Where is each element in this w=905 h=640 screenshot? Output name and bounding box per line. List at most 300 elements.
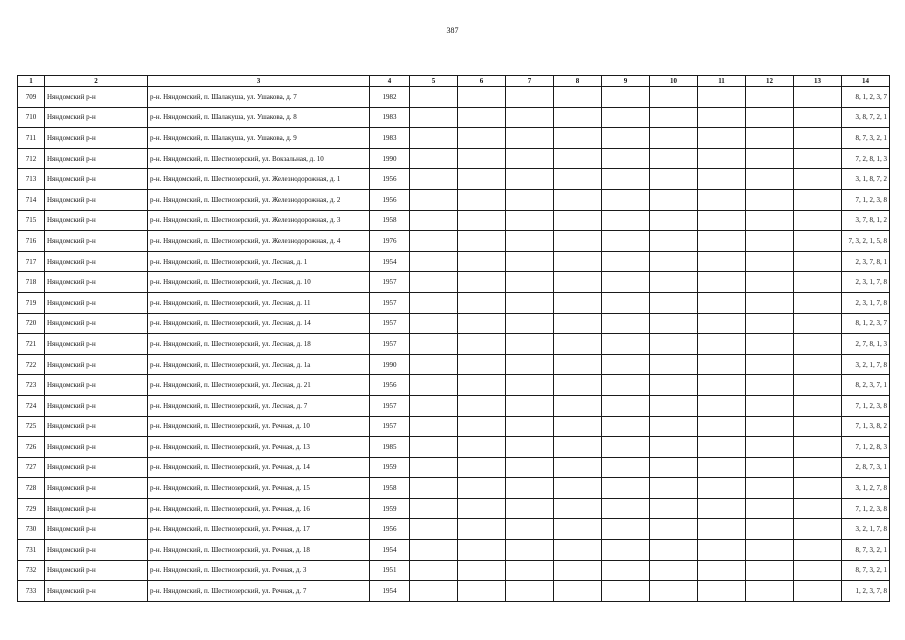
housing-register-table bbox=[17, 75, 890, 602]
empty-cell bbox=[602, 437, 650, 458]
address-cell: р-н. Няндомский, п. Шестиозерский, ул. Железнодорожная, д. 3 bbox=[148, 210, 370, 231]
empty-cell bbox=[410, 128, 458, 149]
district-cell: Няндомский р-н bbox=[45, 457, 148, 478]
year-cell: 1990 bbox=[370, 354, 410, 375]
empty-cell bbox=[794, 292, 842, 313]
year-cell: 1959 bbox=[370, 498, 410, 519]
district-cell: Няндомский р-н bbox=[45, 581, 148, 602]
empty-cell bbox=[506, 210, 554, 231]
empty-cell bbox=[554, 560, 602, 581]
empty-cell bbox=[650, 354, 698, 375]
table-row bbox=[18, 292, 890, 313]
table-row bbox=[18, 128, 890, 149]
empty-cell bbox=[746, 231, 794, 252]
address-cell: р-н. Няндомский, п. Шестиозерский, ул. Лесная, д. 1 bbox=[148, 251, 370, 272]
empty-cell bbox=[794, 169, 842, 190]
address-cell: р-н. Няндомский, п. Шестиозерский, ул. Лесная, д. 7 bbox=[148, 395, 370, 416]
row-number-cell: 724 bbox=[18, 395, 45, 416]
empty-cell bbox=[602, 210, 650, 231]
codes-cell: 8, 1, 2, 3, 7 bbox=[842, 87, 890, 108]
empty-cell bbox=[602, 231, 650, 252]
empty-cell bbox=[698, 581, 746, 602]
empty-cell bbox=[650, 416, 698, 437]
district-cell: Няндомский р-н bbox=[45, 437, 148, 458]
empty-cell bbox=[602, 128, 650, 149]
empty-cell bbox=[410, 334, 458, 355]
empty-cell bbox=[602, 540, 650, 561]
empty-cell bbox=[458, 292, 506, 313]
table-row bbox=[18, 540, 890, 561]
column-header: 13 bbox=[794, 76, 842, 87]
empty-cell bbox=[458, 519, 506, 540]
empty-cell bbox=[458, 251, 506, 272]
district-cell: Няндомский р-н bbox=[45, 354, 148, 375]
empty-cell bbox=[794, 354, 842, 375]
empty-cell bbox=[746, 354, 794, 375]
address-cell: р-н. Няндомский, п. Шестиозерский, ул. Речная, д. 3 bbox=[148, 560, 370, 581]
column-header: 8 bbox=[554, 76, 602, 87]
empty-cell bbox=[554, 107, 602, 128]
column-header: 12 bbox=[746, 76, 794, 87]
codes-cell: 8, 1, 2, 3, 7 bbox=[842, 313, 890, 334]
year-cell: 1958 bbox=[370, 210, 410, 231]
empty-cell bbox=[554, 87, 602, 108]
district-cell: Няндомский р-н bbox=[45, 375, 148, 396]
district-cell: Няндомский р-н bbox=[45, 169, 148, 190]
empty-cell bbox=[554, 498, 602, 519]
empty-cell bbox=[458, 395, 506, 416]
year-cell: 1957 bbox=[370, 395, 410, 416]
empty-cell bbox=[458, 210, 506, 231]
column-header: 1 bbox=[18, 76, 45, 87]
empty-cell bbox=[506, 189, 554, 210]
empty-cell bbox=[650, 313, 698, 334]
codes-cell: 7, 1, 2, 3, 8 bbox=[842, 395, 890, 416]
row-number-cell: 731 bbox=[18, 540, 45, 561]
empty-cell bbox=[506, 478, 554, 499]
empty-cell bbox=[410, 540, 458, 561]
row-number-cell: 726 bbox=[18, 437, 45, 458]
codes-cell: 3, 8, 7, 2, 1 bbox=[842, 107, 890, 128]
district-cell: Няндомский р-н bbox=[45, 416, 148, 437]
year-cell: 1983 bbox=[370, 107, 410, 128]
column-header: 2 bbox=[45, 76, 148, 87]
empty-cell bbox=[794, 560, 842, 581]
year-cell: 1958 bbox=[370, 478, 410, 499]
empty-cell bbox=[458, 540, 506, 561]
empty-cell bbox=[746, 581, 794, 602]
year-cell: 1983 bbox=[370, 128, 410, 149]
empty-cell bbox=[650, 437, 698, 458]
district-cell: Няндомский р-н bbox=[45, 540, 148, 561]
table-row bbox=[18, 395, 890, 416]
year-cell: 1954 bbox=[370, 251, 410, 272]
codes-cell: 3, 2, 1, 7, 8 bbox=[842, 519, 890, 540]
table-row bbox=[18, 334, 890, 355]
codes-cell: 3, 1, 2, 7, 8 bbox=[842, 478, 890, 499]
year-cell: 1985 bbox=[370, 437, 410, 458]
address-cell: р-н. Няндомский, п. Шестиозерский, ул. Речная, д. 10 bbox=[148, 416, 370, 437]
empty-cell bbox=[602, 560, 650, 581]
empty-cell bbox=[554, 457, 602, 478]
empty-cell bbox=[602, 148, 650, 169]
empty-cell bbox=[602, 251, 650, 272]
table-row bbox=[18, 210, 890, 231]
row-number-cell: 713 bbox=[18, 169, 45, 190]
empty-cell bbox=[650, 87, 698, 108]
table-row bbox=[18, 437, 890, 458]
empty-cell bbox=[650, 334, 698, 355]
empty-cell bbox=[794, 437, 842, 458]
empty-cell bbox=[602, 354, 650, 375]
empty-cell bbox=[458, 560, 506, 581]
empty-cell bbox=[698, 210, 746, 231]
column-header: 14 bbox=[842, 76, 890, 87]
empty-cell bbox=[554, 581, 602, 602]
district-cell: Няндомский р-н bbox=[45, 210, 148, 231]
empty-cell bbox=[458, 457, 506, 478]
empty-cell bbox=[506, 437, 554, 458]
empty-cell bbox=[794, 272, 842, 293]
empty-cell bbox=[506, 560, 554, 581]
district-cell: Няндомский р-н bbox=[45, 272, 148, 293]
year-cell: 1956 bbox=[370, 189, 410, 210]
address-cell: р-н. Няндомский, п. Шестиозерский, ул. Речная, д. 17 bbox=[148, 519, 370, 540]
codes-cell: 2, 7, 8, 1, 3 bbox=[842, 334, 890, 355]
empty-cell bbox=[746, 128, 794, 149]
year-cell: 1957 bbox=[370, 292, 410, 313]
page-number: 387 bbox=[446, 26, 459, 35]
empty-cell bbox=[650, 107, 698, 128]
year-cell: 1990 bbox=[370, 148, 410, 169]
row-number-cell: 712 bbox=[18, 148, 45, 169]
empty-cell bbox=[554, 334, 602, 355]
empty-cell bbox=[410, 87, 458, 108]
district-cell: Няндомский р-н bbox=[45, 478, 148, 499]
codes-cell: 7, 2, 8, 1, 3 bbox=[842, 148, 890, 169]
empty-cell bbox=[650, 231, 698, 252]
empty-cell bbox=[794, 540, 842, 561]
district-cell: Няндомский р-н bbox=[45, 334, 148, 355]
empty-cell bbox=[458, 375, 506, 396]
empty-cell bbox=[410, 272, 458, 293]
empty-cell bbox=[458, 148, 506, 169]
row-number-cell: 715 bbox=[18, 210, 45, 231]
empty-cell bbox=[698, 437, 746, 458]
empty-cell bbox=[746, 395, 794, 416]
empty-cell bbox=[698, 457, 746, 478]
address-cell: р-н. Няндомский, п. Шестиозерский, ул. Речная, д. 18 bbox=[148, 540, 370, 561]
empty-cell bbox=[506, 457, 554, 478]
column-header: 7 bbox=[506, 76, 554, 87]
table-row bbox=[18, 189, 890, 210]
codes-cell: 1, 2, 3, 7, 8 bbox=[842, 581, 890, 602]
empty-cell bbox=[698, 540, 746, 561]
empty-cell bbox=[506, 128, 554, 149]
address-cell: р-н. Няндомский, п. Шестиозерский, ул. Железнодорожная, д. 2 bbox=[148, 189, 370, 210]
empty-cell bbox=[458, 272, 506, 293]
table-row bbox=[18, 581, 890, 602]
table-row bbox=[18, 107, 890, 128]
column-header: 4 bbox=[370, 76, 410, 87]
empty-cell bbox=[458, 313, 506, 334]
empty-cell bbox=[506, 251, 554, 272]
empty-cell bbox=[458, 107, 506, 128]
year-cell: 1957 bbox=[370, 334, 410, 355]
empty-cell bbox=[698, 498, 746, 519]
empty-cell bbox=[794, 251, 842, 272]
district-cell: Няндомский р-н bbox=[45, 313, 148, 334]
empty-cell bbox=[698, 128, 746, 149]
codes-cell: 7, 3, 2, 1, 5, 8 bbox=[842, 231, 890, 252]
row-number-cell: 717 bbox=[18, 251, 45, 272]
empty-cell bbox=[746, 519, 794, 540]
empty-cell bbox=[410, 251, 458, 272]
empty-cell bbox=[746, 416, 794, 437]
district-cell: Няндомский р-н bbox=[45, 292, 148, 313]
empty-cell bbox=[554, 272, 602, 293]
empty-cell bbox=[650, 560, 698, 581]
year-cell: 1954 bbox=[370, 540, 410, 561]
empty-cell bbox=[554, 169, 602, 190]
row-number-cell: 719 bbox=[18, 292, 45, 313]
year-cell: 1957 bbox=[370, 416, 410, 437]
empty-cell bbox=[794, 519, 842, 540]
empty-cell bbox=[410, 169, 458, 190]
empty-cell bbox=[506, 334, 554, 355]
empty-cell bbox=[602, 334, 650, 355]
row-number-cell: 710 bbox=[18, 107, 45, 128]
empty-cell bbox=[602, 313, 650, 334]
empty-cell bbox=[410, 375, 458, 396]
empty-cell bbox=[650, 292, 698, 313]
empty-cell bbox=[698, 416, 746, 437]
codes-cell: 8, 7, 3, 2, 1 bbox=[842, 540, 890, 561]
row-number-cell: 725 bbox=[18, 416, 45, 437]
codes-cell: 3, 1, 8, 7, 2 bbox=[842, 169, 890, 190]
empty-cell bbox=[746, 292, 794, 313]
empty-cell bbox=[698, 148, 746, 169]
empty-cell bbox=[746, 375, 794, 396]
row-number-cell: 727 bbox=[18, 457, 45, 478]
empty-cell bbox=[602, 107, 650, 128]
empty-cell bbox=[698, 375, 746, 396]
empty-cell bbox=[506, 169, 554, 190]
empty-cell bbox=[554, 292, 602, 313]
codes-cell: 2, 3, 1, 7, 8 bbox=[842, 272, 890, 293]
empty-cell bbox=[746, 313, 794, 334]
empty-cell bbox=[698, 313, 746, 334]
empty-cell bbox=[602, 189, 650, 210]
codes-cell: 7, 1, 2, 8, 3 bbox=[842, 437, 890, 458]
empty-cell bbox=[650, 478, 698, 499]
address-cell: р-н. Няндомский, п. Шестиозерский, ул. Лесная, д. 21 bbox=[148, 375, 370, 396]
empty-cell bbox=[506, 581, 554, 602]
empty-cell bbox=[650, 189, 698, 210]
empty-cell bbox=[410, 519, 458, 540]
empty-cell bbox=[554, 354, 602, 375]
empty-cell bbox=[458, 334, 506, 355]
empty-cell bbox=[506, 313, 554, 334]
codes-cell: 7, 1, 2, 3, 8 bbox=[842, 498, 890, 519]
empty-cell bbox=[458, 231, 506, 252]
empty-cell bbox=[602, 87, 650, 108]
district-cell: Няндомский р-н bbox=[45, 189, 148, 210]
year-cell: 1956 bbox=[370, 375, 410, 396]
empty-cell bbox=[650, 375, 698, 396]
empty-cell bbox=[650, 210, 698, 231]
row-number-cell: 711 bbox=[18, 128, 45, 149]
empty-cell bbox=[554, 437, 602, 458]
empty-cell bbox=[794, 189, 842, 210]
empty-cell bbox=[650, 251, 698, 272]
empty-cell bbox=[410, 395, 458, 416]
empty-cell bbox=[746, 498, 794, 519]
row-number-cell: 714 bbox=[18, 189, 45, 210]
codes-cell: 8, 2, 3, 7, 1 bbox=[842, 375, 890, 396]
empty-cell bbox=[746, 540, 794, 561]
empty-cell bbox=[794, 128, 842, 149]
empty-cell bbox=[698, 87, 746, 108]
district-cell: Няндомский р-н bbox=[45, 87, 148, 108]
empty-cell bbox=[602, 519, 650, 540]
empty-cell bbox=[458, 498, 506, 519]
address-cell: р-н. Няндомский, п. Шестиозерский, ул. Речная, д. 15 bbox=[148, 478, 370, 499]
empty-cell bbox=[554, 231, 602, 252]
codes-cell: 3, 2, 1, 7, 8 bbox=[842, 354, 890, 375]
column-header: 11 bbox=[698, 76, 746, 87]
empty-cell bbox=[458, 354, 506, 375]
empty-cell bbox=[602, 375, 650, 396]
table-row bbox=[18, 375, 890, 396]
empty-cell bbox=[506, 519, 554, 540]
district-cell: Няндомский р-н bbox=[45, 519, 148, 540]
empty-cell bbox=[794, 87, 842, 108]
empty-cell bbox=[506, 292, 554, 313]
empty-cell bbox=[698, 251, 746, 272]
year-cell: 1956 bbox=[370, 519, 410, 540]
row-number-cell: 722 bbox=[18, 354, 45, 375]
empty-cell bbox=[794, 148, 842, 169]
empty-cell bbox=[698, 334, 746, 355]
codes-cell: 8, 7, 3, 2, 1 bbox=[842, 560, 890, 581]
empty-cell bbox=[794, 395, 842, 416]
table-body bbox=[18, 87, 890, 602]
empty-cell bbox=[554, 416, 602, 437]
empty-cell bbox=[746, 560, 794, 581]
empty-cell bbox=[602, 581, 650, 602]
empty-cell bbox=[506, 395, 554, 416]
empty-cell bbox=[410, 560, 458, 581]
table-row bbox=[18, 457, 890, 478]
table-row bbox=[18, 313, 890, 334]
table-row bbox=[18, 519, 890, 540]
empty-cell bbox=[650, 128, 698, 149]
table-row bbox=[18, 272, 890, 293]
district-cell: Няндомский р-н bbox=[45, 498, 148, 519]
table-row bbox=[18, 87, 890, 108]
district-cell: Няндомский р-н bbox=[45, 251, 148, 272]
empty-cell bbox=[554, 540, 602, 561]
year-cell: 1976 bbox=[370, 231, 410, 252]
empty-cell bbox=[698, 354, 746, 375]
empty-cell bbox=[410, 231, 458, 252]
empty-cell bbox=[602, 416, 650, 437]
codes-cell: 2, 3, 7, 8, 1 bbox=[842, 251, 890, 272]
empty-cell bbox=[554, 478, 602, 499]
address-cell: р-н. Няндомский, п. Шалакуша, ул. Ушакова, д. 9 bbox=[148, 128, 370, 149]
empty-cell bbox=[746, 251, 794, 272]
table-row bbox=[18, 251, 890, 272]
address-cell: р-н. Няндомский, п. Шестиозерский, ул. Лесная, д. 1а bbox=[148, 354, 370, 375]
empty-cell bbox=[410, 148, 458, 169]
row-number-cell: 723 bbox=[18, 375, 45, 396]
table-row bbox=[18, 416, 890, 437]
empty-cell bbox=[410, 457, 458, 478]
empty-cell bbox=[698, 169, 746, 190]
address-cell: р-н. Няндомский, п. Шестиозерский, ул. Речная, д. 7 bbox=[148, 581, 370, 602]
empty-cell bbox=[698, 189, 746, 210]
empty-cell bbox=[794, 581, 842, 602]
empty-cell bbox=[698, 107, 746, 128]
year-cell: 1957 bbox=[370, 272, 410, 293]
empty-cell bbox=[698, 478, 746, 499]
table-row bbox=[18, 354, 890, 375]
codes-cell: 7, 1, 2, 3, 8 bbox=[842, 189, 890, 210]
address-cell: р-н. Няндомский, п. Шестиозерский, ул. Речная, д. 16 bbox=[148, 498, 370, 519]
empty-cell bbox=[410, 313, 458, 334]
empty-cell bbox=[746, 148, 794, 169]
empty-cell bbox=[554, 519, 602, 540]
empty-cell bbox=[458, 437, 506, 458]
empty-cell bbox=[554, 375, 602, 396]
column-header: 5 bbox=[410, 76, 458, 87]
district-cell: Няндомский р-н bbox=[45, 231, 148, 252]
year-cell: 1959 bbox=[370, 457, 410, 478]
empty-cell bbox=[746, 334, 794, 355]
empty-cell bbox=[794, 210, 842, 231]
row-number-cell: 721 bbox=[18, 334, 45, 355]
empty-cell bbox=[650, 395, 698, 416]
address-cell: р-н. Няндомский, п. Шестиозерский, ул. Речная, д. 13 bbox=[148, 437, 370, 458]
empty-cell bbox=[698, 292, 746, 313]
codes-cell: 7, 1, 3, 8, 2 bbox=[842, 416, 890, 437]
table-row bbox=[18, 148, 890, 169]
row-number-cell: 720 bbox=[18, 313, 45, 334]
empty-cell bbox=[650, 169, 698, 190]
empty-cell bbox=[602, 169, 650, 190]
empty-cell bbox=[746, 169, 794, 190]
empty-cell bbox=[506, 107, 554, 128]
empty-cell bbox=[746, 478, 794, 499]
empty-cell bbox=[602, 498, 650, 519]
row-number-cell: 728 bbox=[18, 478, 45, 499]
empty-cell bbox=[794, 498, 842, 519]
empty-cell bbox=[506, 231, 554, 252]
codes-cell: 2, 8, 7, 3, 1 bbox=[842, 457, 890, 478]
empty-cell bbox=[650, 581, 698, 602]
empty-cell bbox=[458, 87, 506, 108]
table-row bbox=[18, 560, 890, 581]
table-row bbox=[18, 231, 890, 252]
empty-cell bbox=[506, 540, 554, 561]
row-number-cell: 709 bbox=[18, 87, 45, 108]
column-header: 3 bbox=[148, 76, 370, 87]
empty-cell bbox=[794, 457, 842, 478]
empty-cell bbox=[794, 375, 842, 396]
empty-cell bbox=[506, 354, 554, 375]
year-cell: 1957 bbox=[370, 313, 410, 334]
